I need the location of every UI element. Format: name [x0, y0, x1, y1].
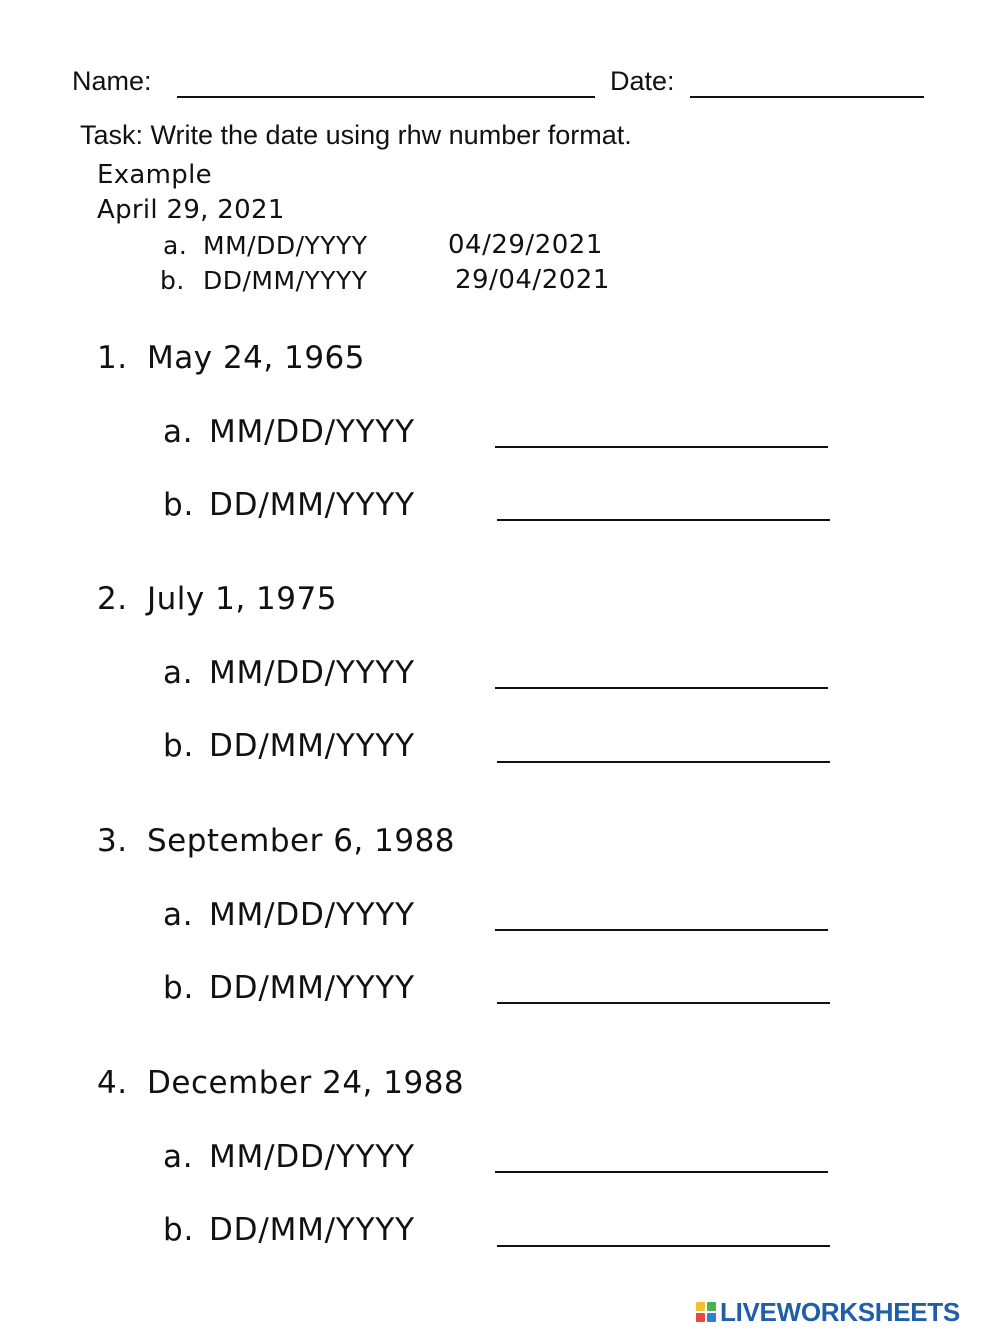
- example-option-a-letter: a.: [163, 231, 188, 260]
- question-3-number: 3.: [97, 823, 128, 859]
- question-1-option-a-format: MM/DD/YYYY: [209, 414, 415, 450]
- question-3-answer-b-line[interactable]: [497, 1002, 830, 1004]
- task-instructions: Task: Write the date using rhw number format.: [80, 120, 632, 150]
- question-4-option-b-format: DD/MM/YYYY: [209, 1212, 415, 1248]
- question-4-answer-a-line[interactable]: [495, 1171, 828, 1173]
- question-2-option-a-letter: a.: [163, 655, 194, 691]
- question-4-option-a-letter: a.: [163, 1139, 194, 1175]
- question-3-option-a-letter: a.: [163, 897, 194, 933]
- example-date: April 29, 2021: [97, 195, 285, 225]
- question-2-answer-b-line[interactable]: [497, 761, 830, 763]
- question-1-option-b-format: DD/MM/YYYY: [209, 487, 415, 523]
- question-2-answer-a-line[interactable]: [495, 687, 828, 689]
- question-4-option-a-format: MM/DD/YYYY: [209, 1139, 415, 1175]
- question-3-option-a-format: MM/DD/YYYY: [209, 897, 415, 933]
- question-4-answer-b-line[interactable]: [497, 1245, 830, 1247]
- example-option-b-letter: b.: [160, 266, 185, 295]
- name-field[interactable]: [177, 96, 595, 98]
- logo-tile: [696, 1302, 705, 1311]
- logo-tile: [696, 1313, 705, 1322]
- example-option-a-answer: 04/29/2021: [448, 230, 603, 260]
- question-2-option-b-letter: b.: [163, 728, 195, 764]
- question-2-option-b-format: DD/MM/YYYY: [209, 728, 415, 764]
- question-1-number: 1.: [97, 340, 128, 376]
- question-1-answer-a-line[interactable]: [495, 446, 828, 448]
- question-3-date: September 6, 1988: [147, 823, 456, 859]
- question-2-number: 2.: [97, 581, 128, 617]
- example-option-b-answer: 29/04/2021: [455, 265, 610, 295]
- example-option-b-format: DD/MM/YYYY: [203, 266, 368, 295]
- example-title: Example: [97, 160, 212, 190]
- logo-tiles-icon: [696, 1302, 716, 1322]
- date-label: Date:: [610, 66, 675, 96]
- question-2-date: July 1, 1975: [147, 581, 337, 617]
- question-4-option-b-letter: b.: [163, 1212, 195, 1248]
- name-label: Name:: [72, 66, 152, 96]
- date-field[interactable]: [690, 96, 924, 98]
- logo-tile: [707, 1302, 716, 1311]
- question-3-option-b-letter: b.: [163, 970, 195, 1006]
- example-option-a-format: MM/DD/YYYY: [203, 231, 368, 260]
- logo-tile: [707, 1313, 716, 1322]
- question-4-date: December 24, 1988: [147, 1065, 465, 1101]
- liveworksheets-logo: [696, 1296, 960, 1328]
- question-3-answer-a-line[interactable]: [495, 929, 828, 931]
- question-1-option-b-letter: b.: [163, 487, 195, 523]
- question-2-option-a-format: MM/DD/YYYY: [209, 655, 415, 691]
- question-1-date: May 24, 1965: [147, 340, 365, 376]
- question-4-number: 4.: [97, 1065, 128, 1101]
- question-1-option-a-letter: a.: [163, 414, 194, 450]
- question-3-option-b-format: DD/MM/YYYY: [209, 970, 415, 1006]
- logo-text: LIVEWORKSHEETS: [720, 1296, 960, 1327]
- question-1-answer-b-line[interactable]: [497, 519, 830, 521]
